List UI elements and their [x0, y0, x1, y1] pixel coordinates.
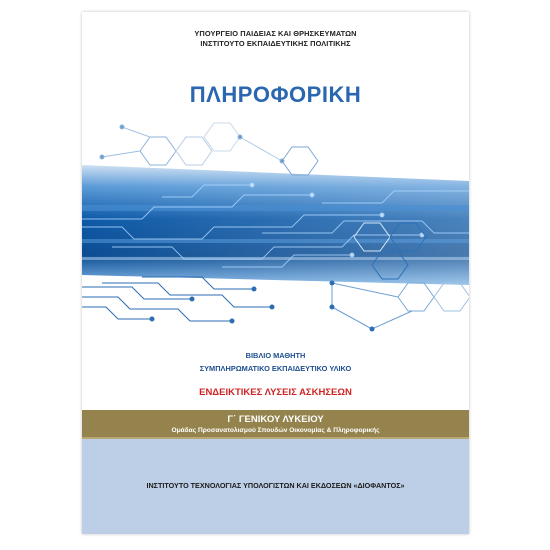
institute-name: ΙΝΣΤΙΤΟΥΤΟ ΕΚΠΑΙΔΕΥΤΙΚΗΣ ΠΟΛΙΤΙΚΗΣ — [200, 39, 351, 48]
book-highlight: ΕΝΔΕΙΚΤΙΚΕΣ ΛΥΣΕΙΣ ΑΣΚΗΣΕΩΝ — [199, 387, 352, 398]
book-cover — [82, 12, 469, 534]
book-title: ΠΛΗΡΟΦΟΡΙΚΗ — [189, 82, 362, 107]
circuit-traces-lower — [82, 277, 274, 323]
ministry-name: ΥΠΟΥΡΓΕΙΟ ΠΑΙΔΕΙΑΣ ΚΑΙ ΘΡΗΣΚΕΥΜΑΤΩΝ — [194, 29, 357, 38]
publisher-name: ΙΝΣΤΙΤΟΥΤΟ ΤΕΧΝΟΛΟΓΙΑΣ ΥΠΟΛΟΓΙΣΤΩΝ ΚΑΙ ΕΚΔΟΣΕΩΝ «ΔΙΟΦΑΝΤΟΣ» — [146, 481, 405, 490]
book-type: ΒΙΒΛΙΟ ΜΑΘΗΤΗ — [245, 351, 306, 360]
book-subtitle: ΣΥΜΠΛΗΡΩΜΑΤΙΚΟ ΕΚΠΑΙΔΕΥΤΙΚΟ ΥΛΙΚΟ — [199, 364, 352, 373]
orientation-label: Ομάδας Προσανατολισμού Σπουδών Οικονομίας & Πληροφορικής — [171, 427, 380, 434]
circuit-artwork — [82, 107, 469, 342]
hexagon-network-lower — [330, 281, 469, 331]
grade-label: Γ΄ ΓΕΝΙΚΟΥ ΛΥΚΕΙΟΥ — [227, 414, 324, 425]
